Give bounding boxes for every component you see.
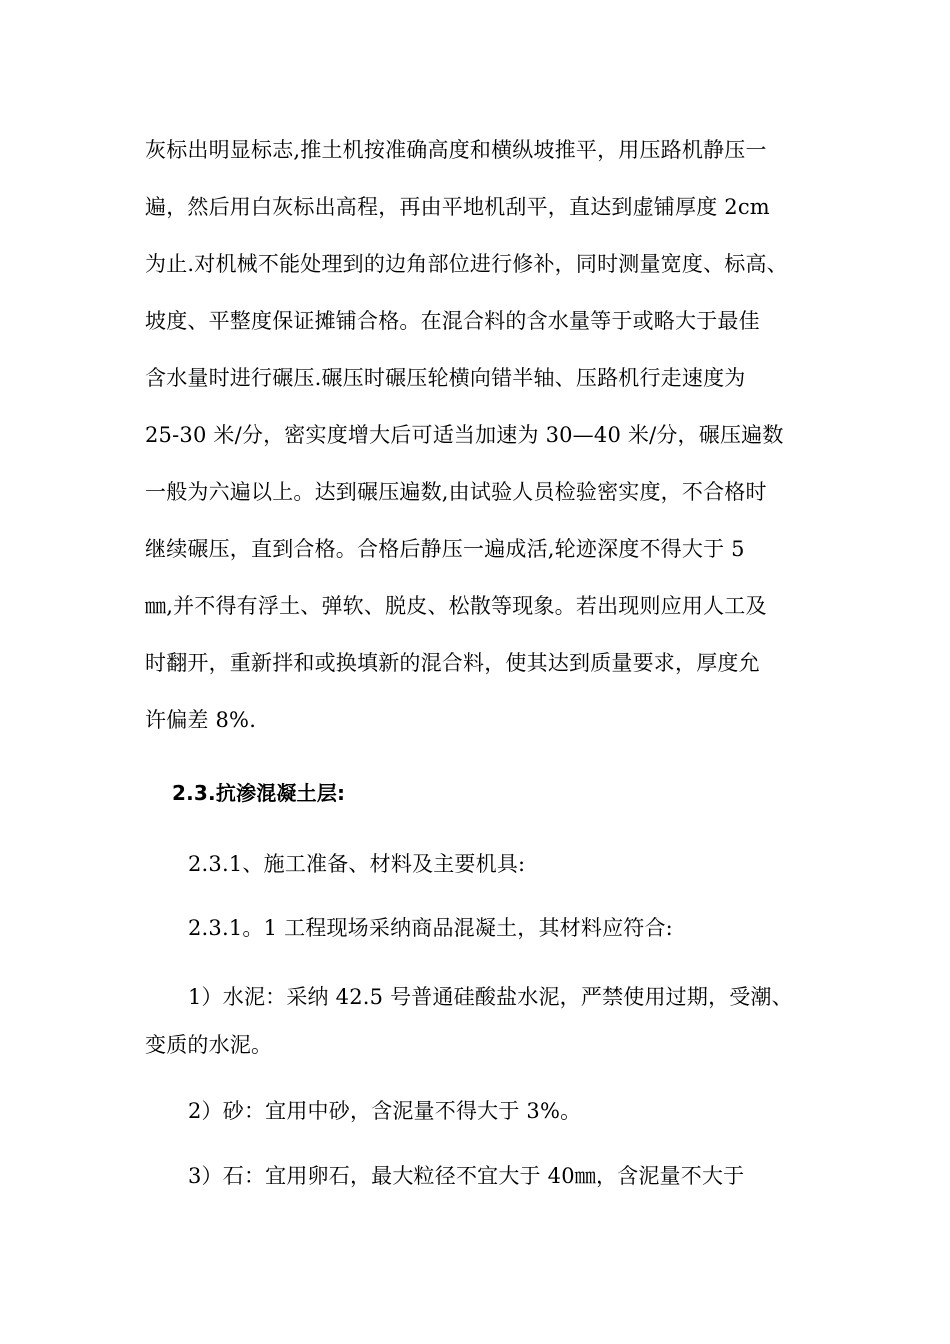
subsection-heading: 2.3.1、施工准备、材料及主要机具: [188,852,526,876]
list-item: 2）砂：宜用中砂，含泥量不得大于 3%。 [188,1099,582,1123]
paragraph-line: 继续碾压，直到合格。合格后静压一遍成活,轮迹深度不得大于 5 [145,537,745,561]
list-item-continuation: 变质的水泥。 [145,1033,273,1057]
paragraph-line: ㎜,并不得有浮土、弹软、脱皮、松散等现象。若出现则应用人工及 [145,594,767,618]
paragraph-line: 坡度、平整度保证摊铺合格。在混合料的含水量等于或略大于最佳 [145,309,760,333]
paragraph-line: 灰标出明显标志,推土机按准确高度和横纵坡推平，用压路机静压一 [145,138,767,162]
list-item: 3）石：宜用卵石，最大粒径不宜大于 40㎜，含泥量不大于 [188,1164,745,1188]
paragraph-line: 一般为六遍以上。达到碾压遍数,由试验人员检验密实度，不合格时 [145,480,767,504]
paragraph-line: 25-30 米/分，密实度增大后可适当加速为 30—40 米/分，碾压遍数 [145,423,784,447]
paragraph-line: 含水量时进行碾压.碾压时碾压轮横向错半轴、压路机行走速度为 [145,366,746,390]
subsubsection-heading: 2.3.1。1 工程现场采纳商品混凝土，其材料应符合: [188,916,673,940]
paragraph-line: 许偏差 8%. [145,708,257,732]
paragraph-line: 时翻开，重新拌和或换填新的混合料，使其达到质量要求，厚度允 [145,651,760,675]
paragraph-line: 遍，然后用白灰标出高程，再由平地机刮平，直达到虚铺厚度 2cm [145,195,770,219]
list-item: 1）水泥：采纳 42.5 号普通硅酸盐水泥，严禁使用过期，受潮、 [188,985,793,1009]
paragraph-line: 为止.对机械不能处理到的边角部位进行修补，同时测量宽度、标高、 [145,252,788,276]
section-heading: 2.3.抗渗混凝土层: [172,781,346,805]
